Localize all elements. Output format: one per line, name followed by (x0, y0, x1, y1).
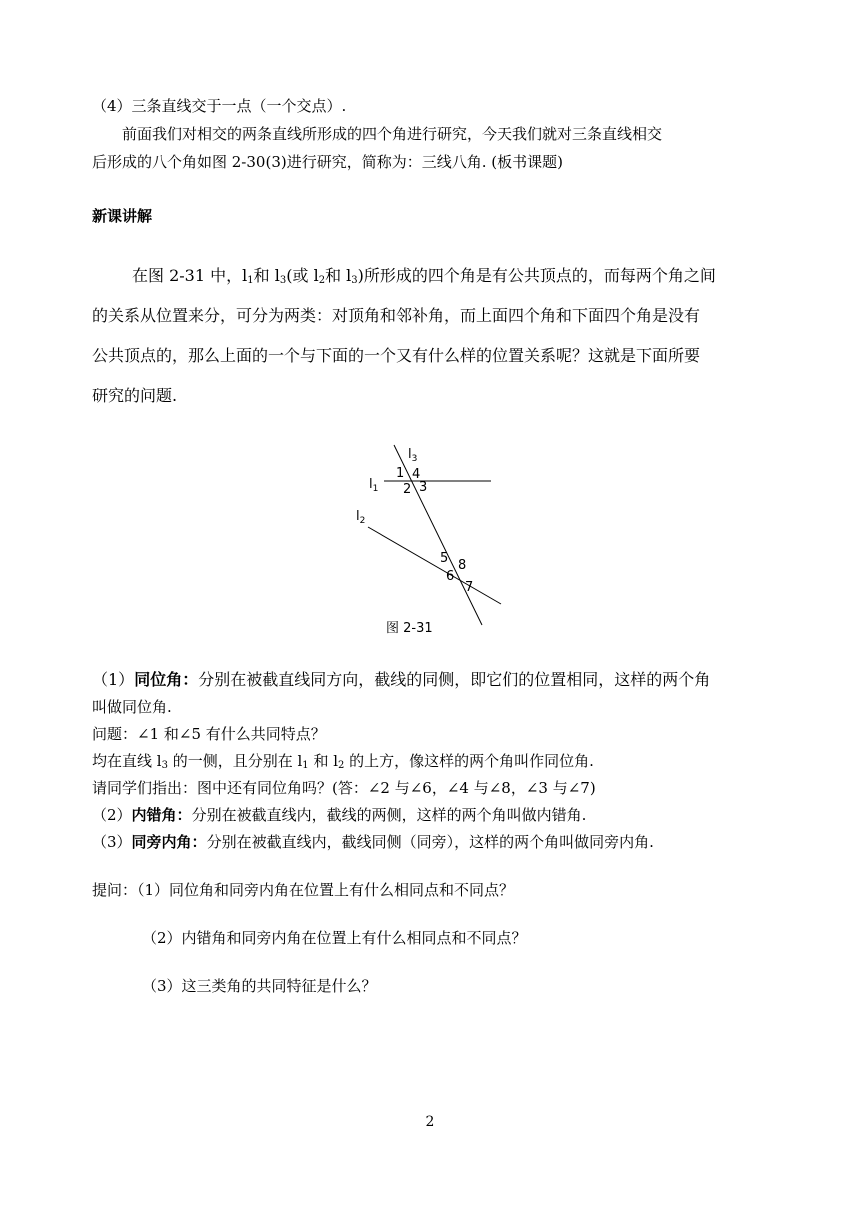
definition-same-side-interior-angles (92, 832, 654, 852)
angle-2-label: 2 (403, 482, 412, 497)
label-l1: $l_1$ (369, 477, 379, 494)
question-2: （2）内错角和同旁内角在位置上有什么相同点和不同点？ (142, 929, 527, 947)
var-l2-subscript: 2 (318, 275, 326, 286)
angle-5-label: 5 (440, 551, 449, 566)
line-l2 (368, 527, 501, 604)
question-text: （1）同位角和同旁内角在位置上有什么相同点和不同点？ (137, 881, 515, 899)
answer-text: 的上方，像这样的两个角叫作同位角. (344, 752, 594, 770)
definition-alternate-interior-angles (92, 805, 586, 825)
definition-number: （3） (92, 833, 132, 851)
line-l3 (394, 445, 482, 625)
answer-corresponding-angles (92, 751, 594, 771)
intro-paragraph-line-2: 后形成的八个角如图 2-30(3)进行研究，简称为：三线八角. (板书课题) (92, 153, 563, 171)
lesson-text: (或 (286, 266, 314, 285)
question-1 (92, 880, 514, 900)
angle-7-label: 7 (465, 580, 474, 595)
var-l1: l (242, 266, 248, 285)
var-l2: l (313, 266, 319, 285)
definition-corresponding-angles-cont: 叫做同位角. (92, 698, 172, 716)
figure-caption: 图 2-31 (386, 621, 433, 636)
subscript: 2 (338, 760, 345, 771)
lesson-text: 和 (253, 266, 275, 285)
definition-corresponding-angles (92, 670, 710, 690)
definition-number: （2） (92, 806, 132, 824)
lesson-paragraph-line-4: 研究的问题. (92, 386, 178, 405)
intro-paragraph-line-1: 前面我们对相交的两条直线所形成的四个角进行研究，今天我们就对三条直线相交 (122, 125, 663, 143)
case-4-line: （4）三条直线交于一点（一个交点）. (92, 97, 347, 115)
angle-8-label: 8 (458, 558, 467, 573)
figure-2-31 (350, 440, 510, 640)
question-angle-1-5: 问题：∠1 和∠5 有什么共同特点？ (92, 725, 326, 743)
angle-1-label: 1 (396, 466, 405, 481)
var-l3-subscript: 3 (279, 275, 287, 286)
answer-text: 和 l (308, 752, 339, 770)
lesson-text: 在图 2-31 中， (132, 266, 243, 285)
lesson-paragraph-line-3: 公共顶点的，那么上面的一个与下面的一个又有什么样的位置关系呢？这就是下面所要 (92, 346, 701, 365)
label-l3: $l_3$ (408, 447, 418, 464)
lesson-text: 和 (325, 266, 347, 285)
var-l3: l (274, 266, 280, 285)
subscript: 1 (302, 760, 309, 771)
definition-text: 分别在被截直线内，截线的两侧，这样的两个角叫做内错角. (191, 806, 587, 824)
angle-3-label: 3 (419, 480, 428, 495)
lesson-text: )所形成的四个角是有公共顶点的，而每两个角之间 (357, 266, 716, 285)
three-lines-eight-angles-diagram (350, 440, 510, 640)
question-3: （3）这三类角的共同特征是什么？ (142, 977, 377, 995)
var-l3: l (346, 266, 352, 285)
lesson-paragraph-line-1 (132, 266, 716, 286)
label-l2: $l_2$ (356, 509, 366, 526)
definition-term: 内错角： (131, 806, 192, 824)
lesson-paragraph-line-2: 的关系从位置来分，可分为两类：对顶角和邻补角，而上面四个角和下面四个角是没有 (92, 306, 701, 325)
definition-term: 同位角： (134, 670, 199, 689)
answer-text: 的一侧，且分别在 l (167, 752, 303, 770)
subscript: 3 (161, 760, 168, 771)
answer-text: 均在直线 l (92, 752, 162, 770)
var-l1-subscript: 1 (247, 275, 254, 286)
definition-number: （1） (92, 670, 135, 689)
definition-text: 分别在被截直线内，截线同侧（同旁），这样的两个角叫做同旁内角. (206, 833, 654, 851)
angle-4-label: 4 (412, 467, 421, 482)
var-l3-subscript: 3 (351, 275, 358, 286)
questions-label: 提问： (92, 881, 138, 899)
exercise-find-corresponding-angles: 请同学们指出：图中还有同位角吗？(答：∠2 与∠6，∠4 与∠8，∠3 与∠7) (92, 779, 596, 797)
page-number: 2 (425, 1114, 435, 1130)
definition-term: 同旁内角： (131, 833, 207, 851)
definition-text: 分别在被截直线同方向，截线的同侧，即它们的位置相同，这样的两个角 (198, 670, 711, 689)
section-title: 新课讲解 (92, 207, 153, 225)
angle-6-label: 6 (446, 569, 455, 584)
